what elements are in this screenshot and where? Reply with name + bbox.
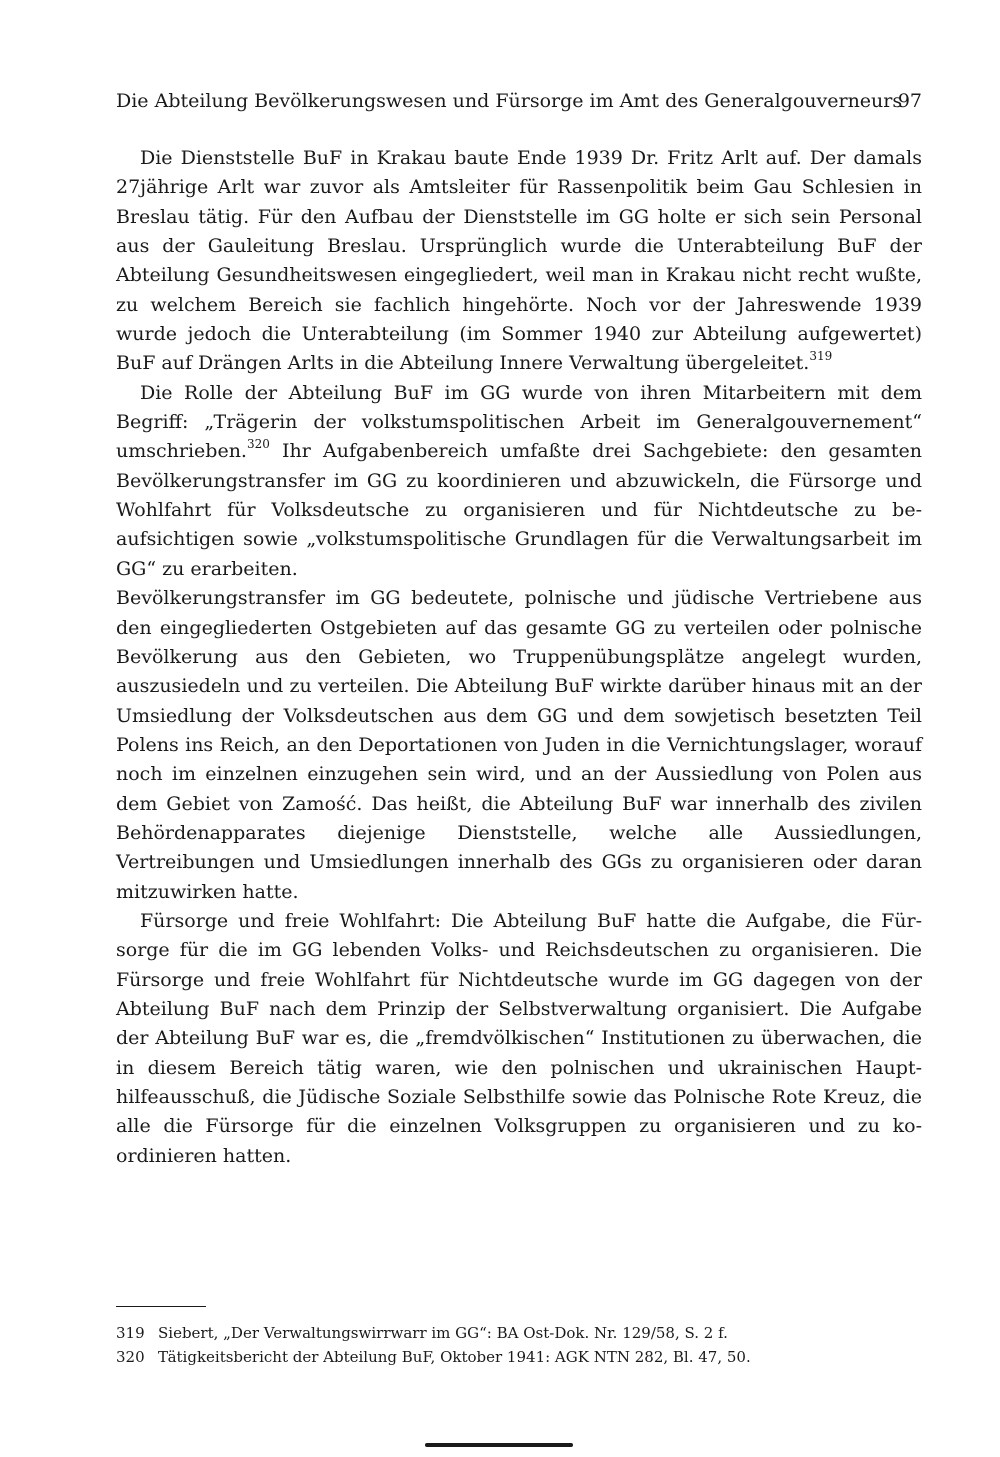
body-text	[116, 144, 922, 1171]
running-head	[116, 88, 922, 114]
footnote-text: Siebert, „Der Verwaltungswirrwarr im GG“: BA Ost-Dok. Nr. 129/58, S. 2 f.	[158, 1324, 728, 1342]
footnote-divider	[116, 1306, 206, 1307]
paragraph-4: Fürsorge und freie Wohlfahrt: Die Abteilung BuF hatte die Aufgabe, die Fürsorge für die im GG lebenden Volks- und Reichsdeutschen zu organisieren. Die Fürsorge und freie Wohlfahrt für Nichtdeutsche wurde im GG dagegen von der Abteilung BuF nach dem Prinzip der Selbstverwaltung organisiert. Die Aufgabe der Abteilung BuF war es, die „fremdvölkischen“ Institutionen zu überwachen, die in diesem Bereich tätig waren, wie den polnischen und ukrainischen Haupthilfeausschuß, die Jüdische Soziale Selbsthilfe sowie das Polnische Rote Kreuz, die alle die Fürsorge für die einzelnen Volksgruppen zu organisieren und zu koordinieren hatten.	[116, 909, 922, 1167]
footnotes	[116, 1321, 922, 1369]
paragraph-1-text: Die Dienststelle BuF in Krakau baute Ende 1939 Dr. Fritz Arlt auf. Der damals 27jährige Arlt war zuvor als Amtsleiter für Rassenpolitik beim Gau Schlesien in Breslau tätig. Für den Aufbau der Dienststelle im GG holte er sich sein Personal aus der Gauleitung Breslau. Ursprünglich wurde die Unterabteilung BuF der Abteilung Gesundheitswesen eingegliedert, weil man in Krakau nicht recht wußte, zu welchem Bereich sie fachlich hingehörte. Noch vor der Jahreswende 1939 wurde jedoch die Unterabteilung (im Sommer 1940 zur Abteilung aufgewertet) BuF auf Drängen Arlts in die Abteilung Innere Verwaltung übergeleitet.	[116, 147, 922, 375]
running-title: Die Abteilung Bevölkerungswesen und Fürsorge im Amt des Generalgouverneurs	[116, 90, 903, 112]
paragraph-2-text-before: Die Rolle der Abteilung BuF im GG wurde von ihren Mitarbeitern mit dem Begriff: „Trägerin der volkstumspolitischen Arbeit im Generalgouvernement“ umschrieben.	[116, 381, 922, 463]
page-number: 97	[897, 90, 922, 112]
footnote-number: 320	[116, 1348, 145, 1366]
bottom-ornament-rule	[425, 1443, 573, 1447]
footnote-319	[116, 1321, 922, 1345]
footnote-ref-320[interactable]: 320	[246, 437, 270, 452]
paragraph-1	[116, 144, 922, 379]
paragraph-2-text-after: Ihr Aufgabenbereich umfaßte drei Sachgebiete: den gesamten Bevölkerungstransfer im GG zu koordinieren und abzuwickeln, die Fürsorge und Wohlfahrt für Volksdeutsche zu organisieren und für Nichtdeutsche zu beaufsichtigen sowie „volkstumspolitische Grundlagen für die Verwaltungsarbeit im GG“ zu erarbeiten.	[116, 440, 922, 580]
paragraph-3: Bevölkerungstransfer im GG bedeutete, polnische und jüdische Vertriebene aus den eingegliederten Ostgebieten auf das gesamte GG zu verteilen oder polnische Bevölkerung aus den Gebieten, wo Truppenübungsplätze angelegt wurden, auszusiedeln und zu verteilen. Die Abteilung BuF wirkte darüber hinaus mit an der Umsiedlung der Volksdeutschen aus dem GG und dem sowjetisch besetzten Teil Polens ins Reich, an den Deportationen von Juden in die Vernichtungslager, worauf noch im einzelnen einzugehen sein wird, und an der Aussiedlung von Polen aus dem Gebiet von Zamość. Das heißt, die Abteilung BuF war innerhalb des zivilen Behördenapparates diejenige Dienststelle, welche alle Aussiedlungen, Vertreibungen und Umsiedlungen innerhalb des GGs zu organisieren oder daran mitzuwirken hatte.	[116, 587, 922, 903]
paragraph-2	[116, 379, 922, 584]
footnote-text: Tätigkeitsbericht der Abteilung BuF, Oktober 1941: AGK NTN 282, Bl. 47, 50.	[158, 1348, 751, 1366]
footnote-number: 319	[116, 1324, 145, 1342]
footnote-ref-319[interactable]: 319	[809, 349, 833, 364]
footnote-320	[116, 1345, 922, 1369]
